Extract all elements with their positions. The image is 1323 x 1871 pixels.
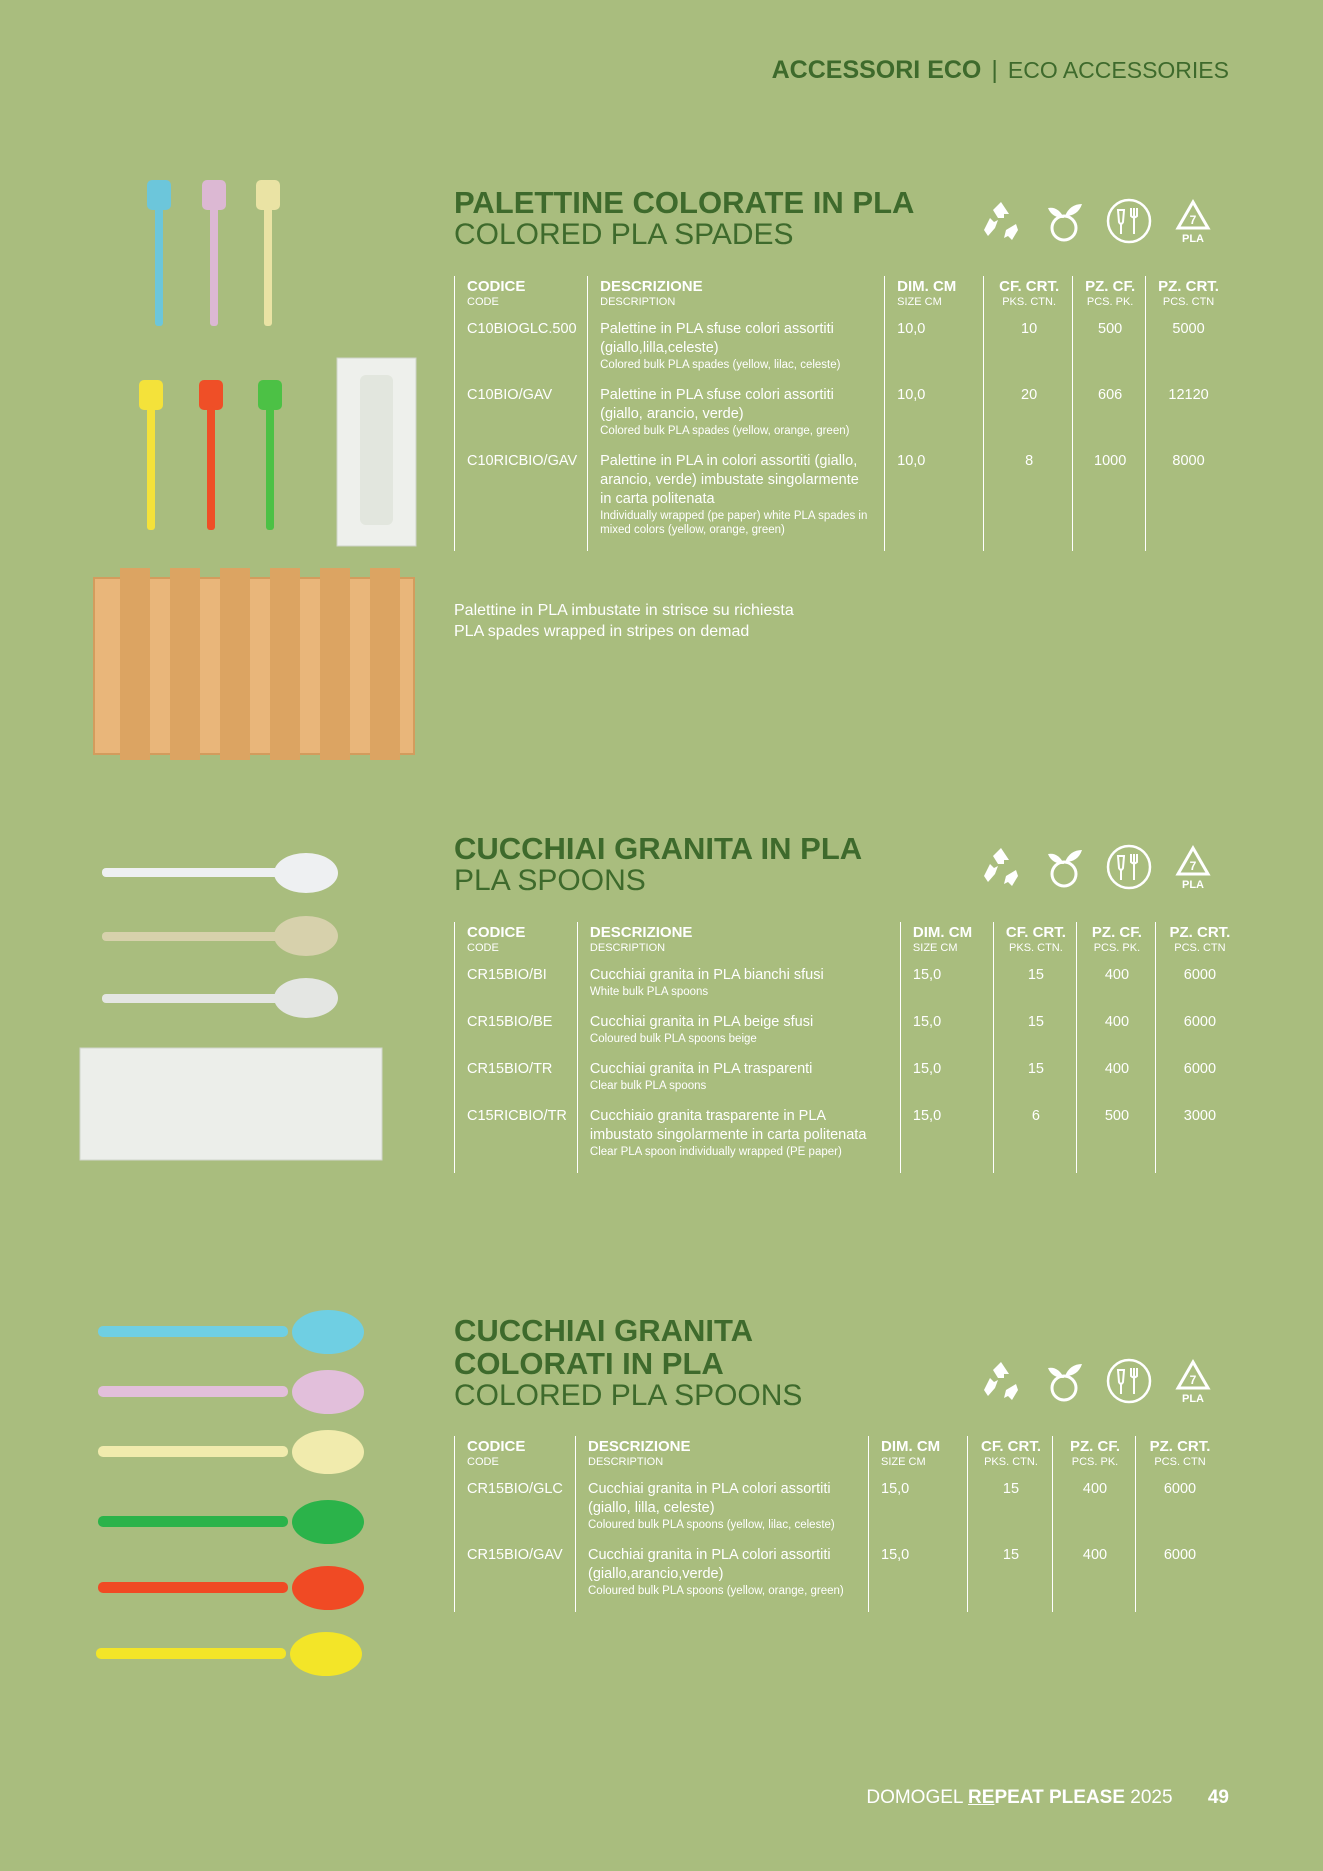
spade-light-blue bbox=[147, 180, 171, 210]
cell-pzcf: 1000 bbox=[1073, 452, 1146, 551]
cell-cf: 15 bbox=[993, 1060, 1076, 1107]
compostable-seedling-icon bbox=[1040, 196, 1090, 246]
spades-strip bbox=[94, 568, 414, 760]
section-3-icons bbox=[976, 1356, 1218, 1406]
page-header bbox=[772, 56, 1229, 85]
section-3-title bbox=[454, 1314, 914, 1412]
note-en: PLA spades wrapped in stripes on demad bbox=[454, 623, 750, 640]
compostable-seedling-icon bbox=[1040, 1356, 1090, 1406]
spoon-green bbox=[98, 1500, 364, 1544]
food-safe-icon bbox=[1104, 196, 1154, 246]
cell-pzcf: 400 bbox=[1053, 1546, 1136, 1612]
cell-dim: 15,0 bbox=[900, 1013, 993, 1060]
svg-text:PLA: PLA bbox=[1182, 233, 1204, 245]
table-row bbox=[455, 1060, 1242, 1107]
col-header: DESCRIZIONE DESCRIPTION bbox=[576, 1436, 869, 1480]
section-2-title-it: CUCCHIAI GRANITA IN PLA bbox=[454, 831, 863, 866]
cell-cf: 20 bbox=[984, 386, 1073, 452]
compostable-seedling-icon bbox=[1040, 842, 1090, 892]
colored-spoons-photo bbox=[92, 1300, 392, 1690]
table-row bbox=[455, 386, 1229, 452]
cell-pzcrt: 3000 bbox=[1155, 1107, 1242, 1173]
cell-pzcrt: 6000 bbox=[1155, 966, 1242, 1013]
cell-dim: 15,0 bbox=[869, 1480, 968, 1546]
col-header: CODICE CODE bbox=[455, 922, 578, 966]
pla-7-recycle-icon bbox=[1168, 842, 1218, 892]
cell-code: CR15BIO/TR bbox=[455, 1060, 578, 1107]
cell-dim: 15,0 bbox=[900, 1107, 993, 1173]
section-2-icons bbox=[976, 842, 1218, 892]
cell-pzcf: 500 bbox=[1073, 320, 1146, 386]
recycle-icon bbox=[976, 1356, 1026, 1406]
spoon-orange bbox=[98, 1566, 364, 1610]
table-header-row bbox=[455, 1436, 1223, 1480]
cell-pzcrt: 6000 bbox=[1155, 1060, 1242, 1107]
table-row bbox=[455, 1480, 1223, 1546]
spade-light-yellow bbox=[256, 180, 280, 210]
spade-green bbox=[258, 380, 282, 410]
spades-photo bbox=[80, 170, 440, 790]
cell-pzcrt: 6000 bbox=[1155, 1013, 1242, 1060]
cell-description: Cucchiai granita in PLA colori assortiti (giallo,arancio,verde) Coloured bulk PLA spoons (yellow, orange, green) bbox=[576, 1546, 869, 1612]
cell-code: C10RICBIO/GAV bbox=[455, 452, 588, 551]
svg-text:PLA: PLA bbox=[1182, 879, 1204, 891]
col-header: CF. CRT. PKS. CTN. bbox=[993, 922, 1076, 966]
cell-cf: 6 bbox=[993, 1107, 1076, 1173]
cell-cf: 10 bbox=[984, 320, 1073, 386]
section-2-table bbox=[454, 922, 1242, 1173]
cell-pzcrt: 6000 bbox=[1136, 1546, 1223, 1612]
cell-pzcrt: 6000 bbox=[1136, 1480, 1223, 1546]
section-1-note bbox=[454, 600, 794, 642]
spoon-transparent bbox=[102, 978, 338, 1018]
col-header: PZ. CRT. PCS. CTN bbox=[1136, 1436, 1223, 1480]
table-row bbox=[455, 1546, 1223, 1612]
cell-code: CR15BIO/GLC bbox=[455, 1480, 576, 1546]
cell-pzcrt: 12120 bbox=[1146, 386, 1229, 452]
cell-cf: 8 bbox=[984, 452, 1073, 551]
header-title-it: ACCESSORI ECO bbox=[771, 56, 982, 84]
col-header: PZ. CRT. PCS. CTN bbox=[1146, 276, 1229, 320]
cell-description: Cucchiai granita in PLA beige sfusi Coloured bulk PLA spoons beige bbox=[577, 1013, 900, 1060]
recycle-icon bbox=[976, 842, 1026, 892]
header-title-en: ECO ACCESSORIES bbox=[1007, 57, 1229, 83]
spoon-light-blue bbox=[98, 1310, 364, 1354]
spoon-yellow bbox=[96, 1632, 362, 1676]
cell-dim: 10,0 bbox=[885, 452, 984, 551]
col-header: CF. CRT. PKS. CTN. bbox=[968, 1436, 1053, 1480]
cell-pzcf: 400 bbox=[1076, 1013, 1155, 1060]
page-number: 49 bbox=[1207, 1787, 1229, 1808]
col-header: PZ. CF. PCS. PK. bbox=[1073, 276, 1146, 320]
section-3-title-it: CUCCHIAI GRANITA COLORATI IN PLA bbox=[454, 1313, 752, 1381]
section-2-title bbox=[454, 832, 862, 897]
svg-text:PLA: PLA bbox=[1182, 1393, 1204, 1405]
col-header: DESCRIZIONE DESCRIPTION bbox=[588, 276, 885, 320]
col-header: DIM. CM SIZE CM bbox=[900, 922, 993, 966]
cell-dim: 10,0 bbox=[885, 320, 984, 386]
cell-pzcrt: 5000 bbox=[1146, 320, 1229, 386]
cell-description: Cucchiai granita in PLA colori assortiti (giallo, lilla, celeste) Coloured bulk PLA spoons (yellow, lilac, celeste) bbox=[576, 1480, 869, 1546]
cell-code: C10BIO/GAV bbox=[455, 386, 588, 452]
spade-orange bbox=[199, 380, 223, 410]
spades-top-row bbox=[147, 180, 280, 326]
table-header-row bbox=[455, 276, 1229, 320]
col-header: DESCRIZIONE DESCRIPTION bbox=[577, 922, 900, 966]
footer-brand: DOMOGEL bbox=[866, 1787, 963, 1808]
cell-description: Cucchiaio granita trasparente in PLA imbustato singolarmente in carta politenata Clear PLA spoon individually wrapped (PE paper) bbox=[577, 1107, 900, 1173]
col-header: PZ. CF. PCS. PK. bbox=[1053, 1436, 1136, 1480]
cell-pzcrt: 8000 bbox=[1146, 452, 1229, 551]
section-1-table bbox=[454, 276, 1229, 551]
cell-pzcf: 400 bbox=[1076, 966, 1155, 1013]
section-3-table bbox=[454, 1436, 1222, 1612]
plain-spoons-photo bbox=[76, 838, 396, 1168]
col-header: DIM. CM SIZE CM bbox=[885, 276, 984, 320]
cell-cf: 15 bbox=[968, 1546, 1053, 1612]
spades-mid-row bbox=[139, 358, 416, 546]
col-header: CF. CRT. PKS. CTN. bbox=[984, 276, 1073, 320]
cell-description: Cucchiai granita in PLA bianchi sfusi White bulk PLA spoons bbox=[577, 966, 900, 1013]
section-1-title-it: PALETTINE COLORATE IN PLA bbox=[454, 185, 915, 220]
cell-description: Palettine in PLA in colori assortiti (giallo, arancio, verde) imbustate singolarmente in carta politenata Individually wrapped (pe paper) white PLA spades in mixed colors (yellow, orange, green) bbox=[588, 452, 885, 551]
col-header: PZ. CRT. PCS. CTN bbox=[1155, 922, 1242, 966]
cell-description: Palettine in PLA sfuse colori assortiti (giallo, arancio, verde) Colored bulk PLA spades (yellow, orange, green) bbox=[588, 386, 885, 452]
cell-dim: 15,0 bbox=[869, 1546, 968, 1612]
footer-year: 2025 bbox=[1130, 1787, 1173, 1808]
section-2-title-en: PLA SPOONS bbox=[454, 864, 646, 897]
cell-cf: 15 bbox=[993, 1013, 1076, 1060]
footer-re: RE bbox=[968, 1787, 995, 1808]
section-1-title-en: COLORED PLA SPADES bbox=[454, 218, 794, 251]
cell-code: CR15BIO/BI bbox=[455, 966, 578, 1013]
table-row bbox=[455, 1013, 1242, 1060]
page-footer bbox=[866, 1787, 1229, 1809]
pla-7-recycle-icon bbox=[1168, 196, 1218, 246]
cell-code: CR15BIO/BE bbox=[455, 1013, 578, 1060]
cell-pzcf: 606 bbox=[1073, 386, 1146, 452]
cell-description: Cucchiai granita in PLA trasparenti Clear bulk PLA spoons bbox=[577, 1060, 900, 1107]
cell-description: Palettine in PLA sfuse colori assortiti (giallo,lilla,celeste) Colored bulk PLA spades (yellow, lilac, celeste) bbox=[588, 320, 885, 386]
note-it: Palettine in PLA imbustate in strisce su richiesta bbox=[454, 602, 794, 619]
header-separator: | bbox=[991, 56, 998, 84]
spoon-light-yellow bbox=[98, 1430, 364, 1474]
table-row bbox=[455, 320, 1229, 386]
svg-text:7: 7 bbox=[1189, 213, 1197, 227]
section-3-title-en: COLORED PLA SPOONS bbox=[454, 1379, 803, 1412]
cell-pzcf: 400 bbox=[1076, 1060, 1155, 1107]
col-header: PZ. CF. PCS. PK. bbox=[1076, 922, 1155, 966]
wrapped-spoon bbox=[80, 1048, 382, 1160]
table-row bbox=[455, 452, 1229, 551]
recycle-icon bbox=[976, 196, 1026, 246]
table-header-row bbox=[455, 922, 1242, 966]
cell-dim: 10,0 bbox=[885, 386, 984, 452]
food-safe-icon bbox=[1104, 842, 1154, 892]
spade-yellow bbox=[139, 380, 163, 410]
cell-pzcf: 400 bbox=[1053, 1480, 1136, 1546]
spoon-beige bbox=[102, 916, 338, 956]
cell-code: C10BIOGLC.500 bbox=[455, 320, 588, 386]
col-header: DIM. CM SIZE CM bbox=[869, 1436, 968, 1480]
cell-cf: 15 bbox=[993, 966, 1076, 1013]
svg-text:7: 7 bbox=[1189, 859, 1197, 873]
cell-dim: 15,0 bbox=[900, 966, 993, 1013]
cell-code: CR15BIO/GAV bbox=[455, 1546, 576, 1612]
svg-text:7: 7 bbox=[1189, 1373, 1197, 1387]
cell-pzcf: 500 bbox=[1076, 1107, 1155, 1173]
cell-code: C15RICBIO/TR bbox=[455, 1107, 578, 1173]
section-1-icons bbox=[976, 196, 1218, 246]
cell-dim: 15,0 bbox=[900, 1060, 993, 1107]
pla-7-recycle-icon bbox=[1168, 1356, 1218, 1406]
table-row bbox=[455, 966, 1242, 1013]
col-header: CODICE CODE bbox=[455, 1436, 576, 1480]
spoon-white bbox=[102, 853, 338, 893]
table-row bbox=[455, 1107, 1242, 1173]
section-1-title bbox=[454, 186, 914, 251]
cell-cf: 15 bbox=[968, 1480, 1053, 1546]
footer-peat: PEAT PLEASE bbox=[994, 1787, 1126, 1808]
spade-lilac bbox=[202, 180, 226, 210]
spoon-lilac bbox=[98, 1370, 364, 1414]
food-safe-icon bbox=[1104, 1356, 1154, 1406]
col-header: CODICE CODE bbox=[455, 276, 588, 320]
